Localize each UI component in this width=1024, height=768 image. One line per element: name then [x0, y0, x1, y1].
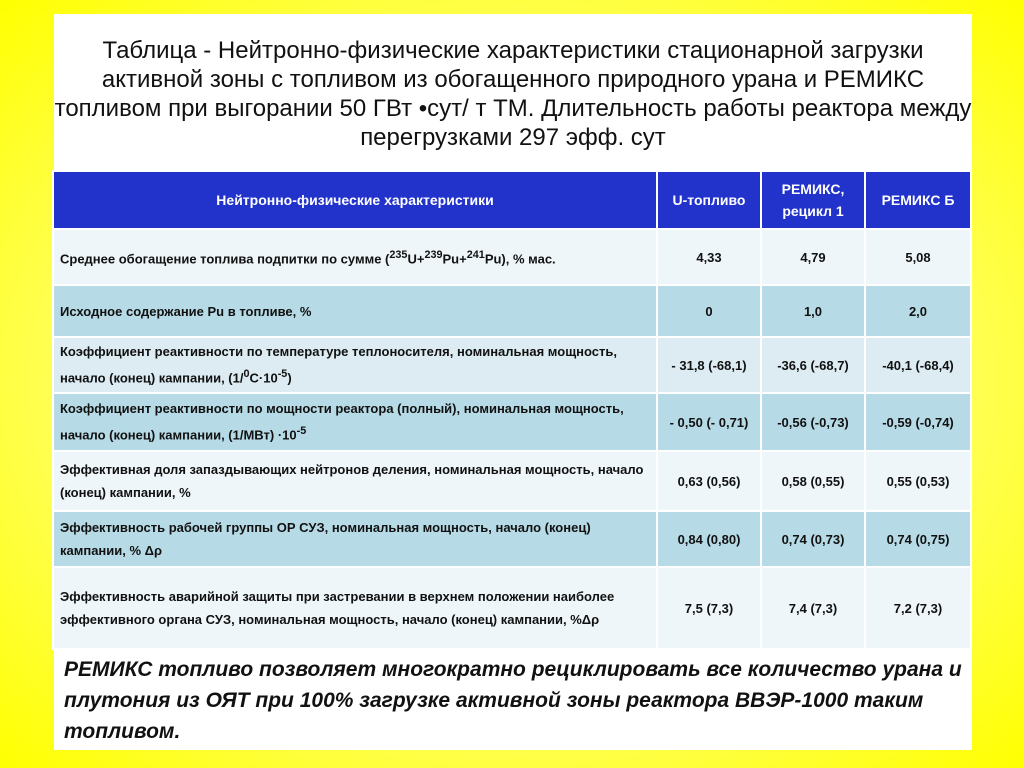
cell-value: -0,56 (-0,73): [761, 393, 865, 451]
cell-value: 2,0: [865, 285, 971, 337]
conclusion-note: РЕМИКС топливо позволяет многократно рециклировать все количество урана и плутония из ОЯТ при 100% загрузке активной зоны реактора ВВЭР-1000 таким топливом.: [64, 658, 962, 743]
row-label: Исходное содержание Pu в топливе, %: [53, 285, 657, 337]
table-row: [53, 567, 971, 649]
header-u-fuel: U-топливо: [657, 171, 761, 229]
row-label: Коэффициент реактивности по мощности реактора (полный), номинальная мощность, начало (конец) кампании, $(1/МВт) \cdot 10^{-5}$: [53, 393, 657, 451]
cell-value: 7,2 (7,3): [865, 567, 971, 649]
cell-value: 0,55 (0,53): [865, 451, 971, 511]
slide-title: Таблица - Нейтронно-физические характеристики стационарной загрузки активной зоны с топливом из обогащенного природного урана и РЕМИКС топливом при выгорании 50 ГВт •сут/ т ТМ. Длительность работы реактора между перегрузками 297 эфф. сут: [54, 37, 972, 151]
row-label: Эффективная доля запаздывающих нейтронов деления, номинальная мощность, начало (конец) кампании, %: [53, 451, 657, 511]
cell-value: 0,74 (0,73): [761, 511, 865, 567]
cell-value: 1,0: [761, 285, 865, 337]
cell-value: 7,5 (7,3): [657, 567, 761, 649]
cell-value: 0,84 (0,80): [657, 511, 761, 567]
cell-value: - 0,50 (- 0,71): [657, 393, 761, 451]
cell-value: 0: [657, 285, 761, 337]
cell-value: 0,74 (0,75): [865, 511, 971, 567]
row-label: Эффективность аварийной защиты при застревании в верхнем положении наиболее эффективного органа СУЗ, номинальная мощность, начало (конец) кампании, %Δρ: [53, 567, 657, 649]
table-row: [53, 229, 971, 285]
table-row: [53, 451, 971, 511]
table-row: [53, 511, 971, 567]
characteristics-table: [52, 170, 972, 650]
table-row: [53, 337, 971, 393]
cell-value: 5,08: [865, 229, 971, 285]
table-row: [53, 393, 971, 451]
cell-value: 0,58 (0,55): [761, 451, 865, 511]
cell-value: -40,1 (-68,4): [865, 337, 971, 393]
row-label: Коэффициент реактивности по температуре теплоносителя, номинальная мощность, начало (конец) кампании, $(1/^0С\cdot 10^{-5})$: [53, 337, 657, 393]
cell-value: -0,59 (-0,74): [865, 393, 971, 451]
cell-value: 4,33: [657, 229, 761, 285]
header-remix-1: РЕМИКС, рецикл 1: [761, 171, 865, 229]
row-label: Среднее обогащение топлива подпитки по сумме ($^{235}$U+$^{239}$Pu+$^{241}$Pu), % мас.: [53, 229, 657, 285]
cell-value: 7,4 (7,3): [761, 567, 865, 649]
cell-value: 0,63 (0,56): [657, 451, 761, 511]
cell-value: - 31,8 (-68,1): [657, 337, 761, 393]
row-label: Эффективность рабочей группы ОР СУЗ, номинальная мощность, начало (конец) кампании, % Δρ: [53, 511, 657, 567]
cell-value: 4,79: [761, 229, 865, 285]
table-row: [53, 285, 971, 337]
header-row: [53, 171, 971, 229]
cell-value: -36,6 (-68,7): [761, 337, 865, 393]
header-remix-b: РЕМИКС Б: [865, 171, 971, 229]
header-characteristics: Нейтронно-физические характеристики: [53, 171, 657, 229]
slide: [54, 14, 972, 750]
